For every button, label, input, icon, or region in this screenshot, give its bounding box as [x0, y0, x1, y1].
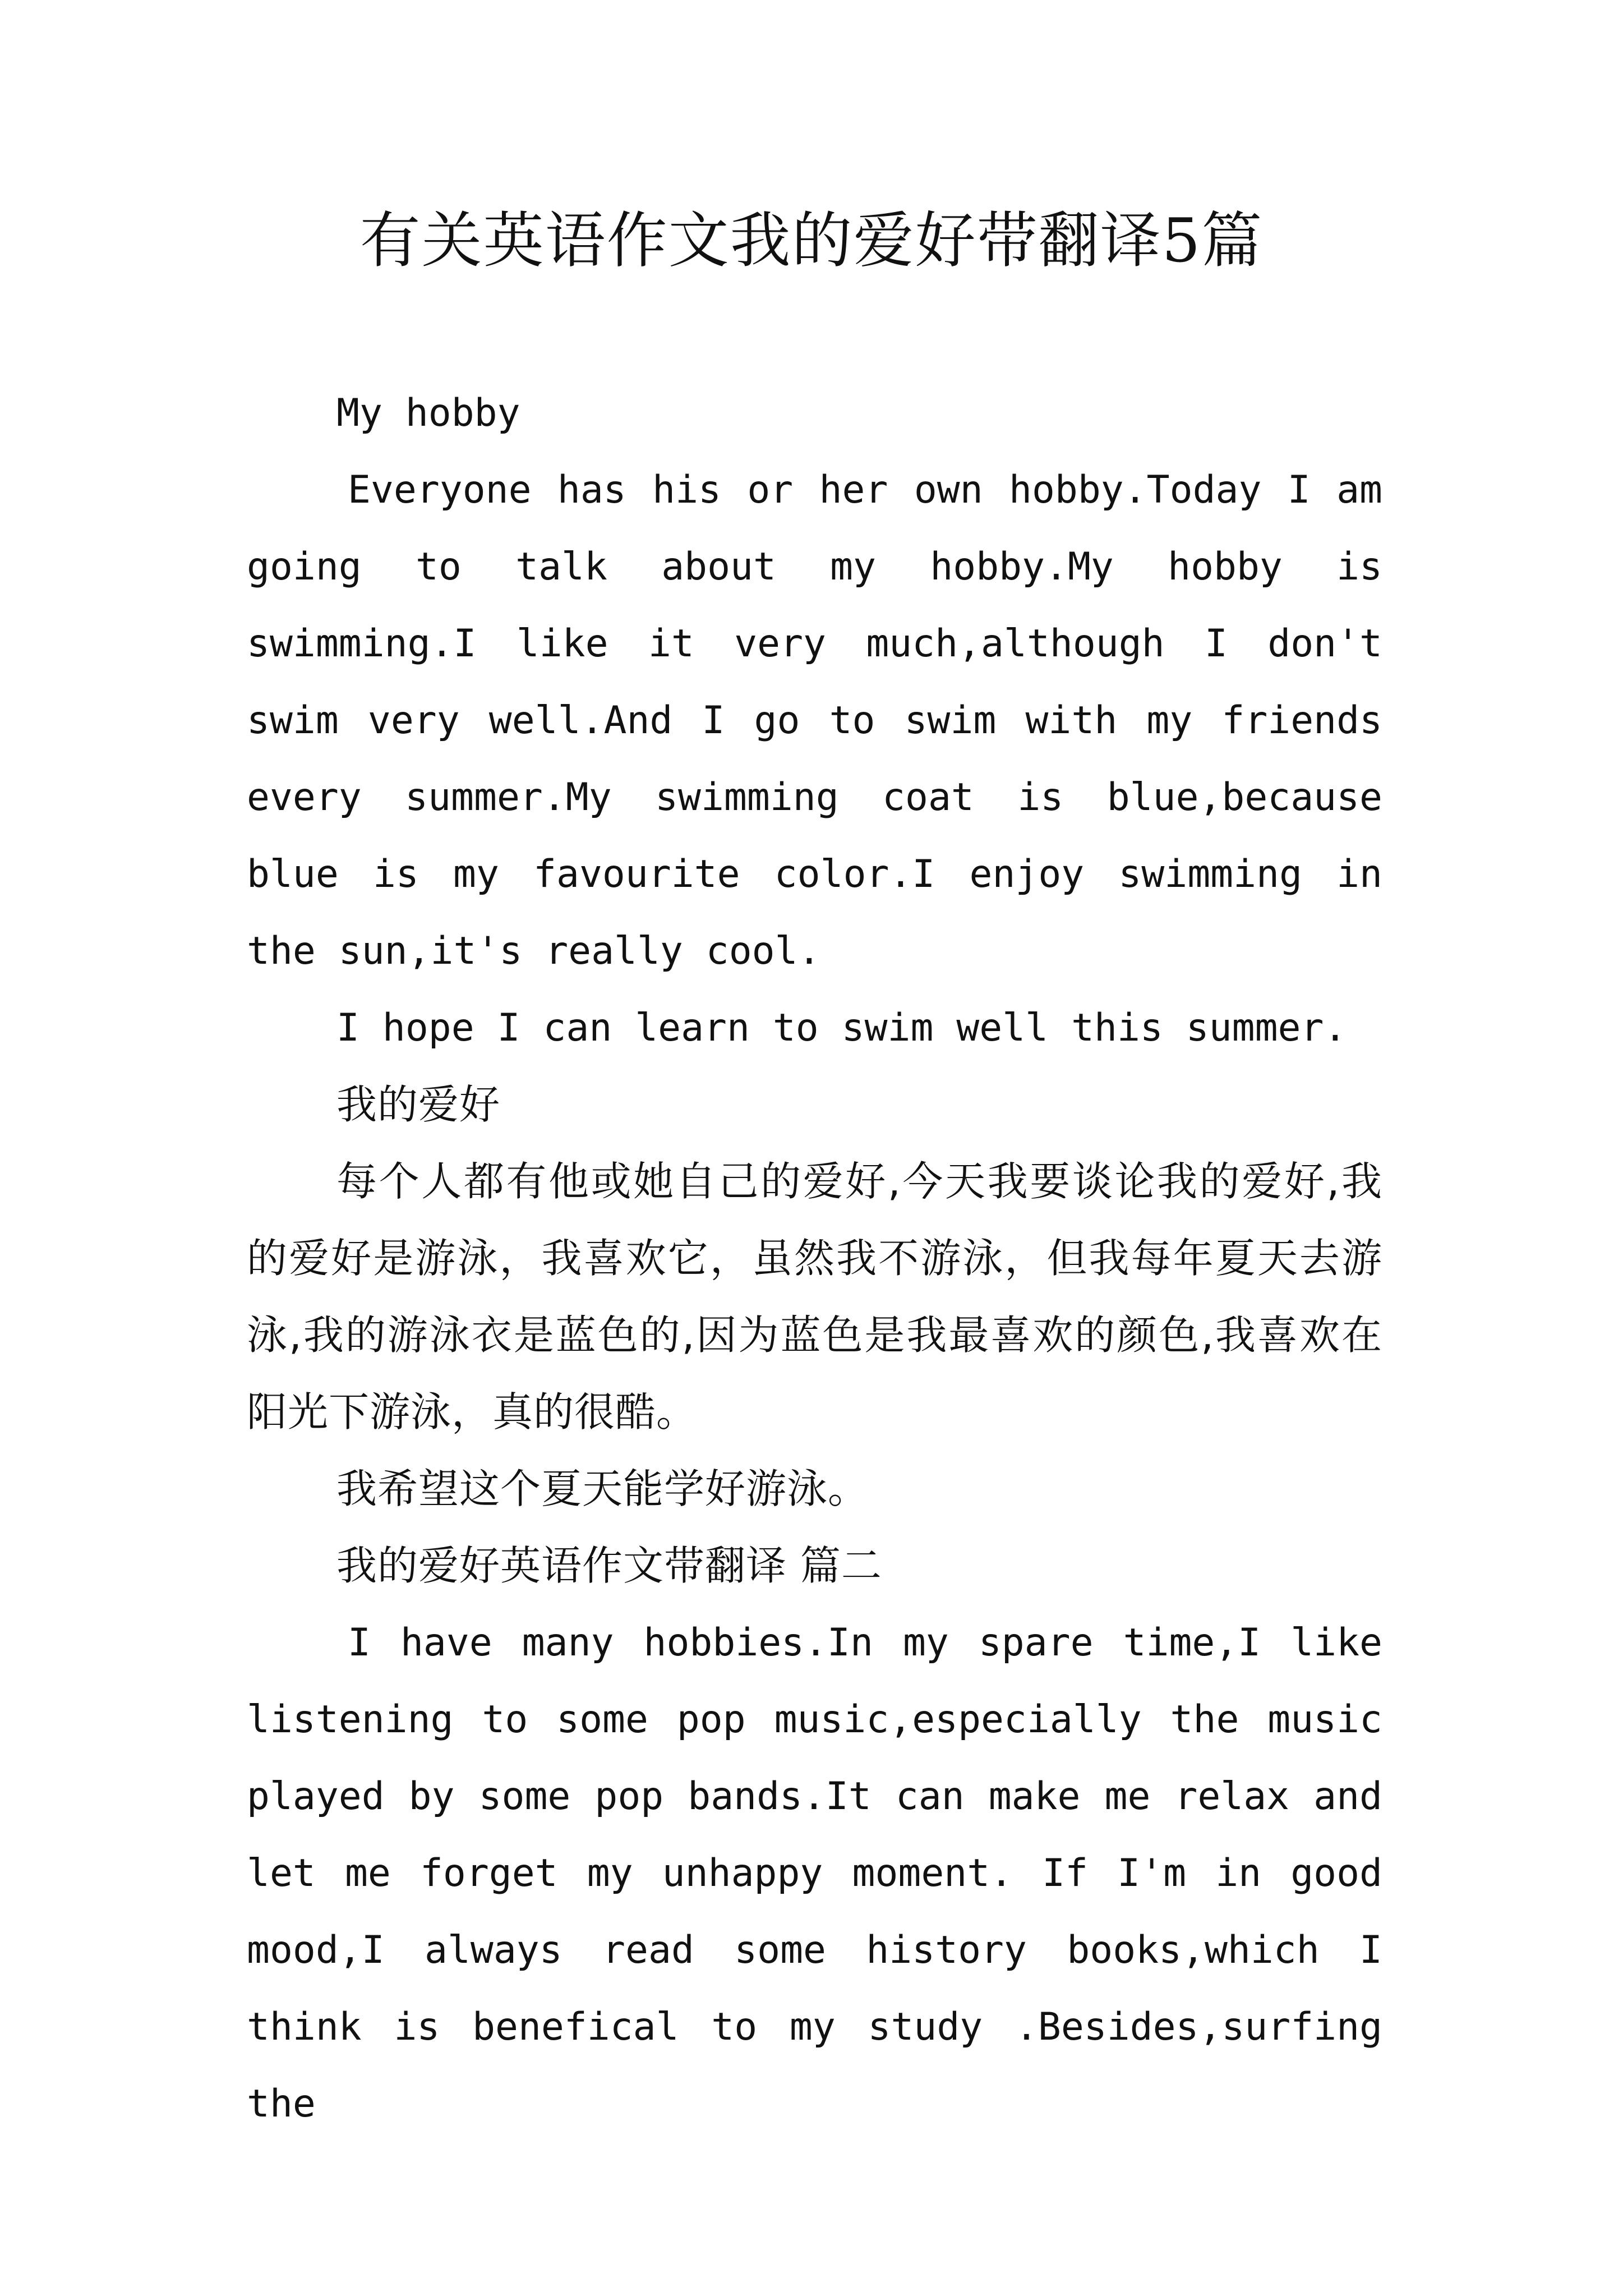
paragraph-chinese-translation: 每个人都有他或她自己的爱好,今天我要谈论我的爱好,我的爱好是游泳，我喜欢它，虽然我不游泳，但我每年夏天去游泳,我的游泳衣是蓝色的,因为蓝色是我最喜欢的颜色,我喜欢在阳光下游泳，真的很酷。 — [247, 1158, 1382, 1435]
paragraph-english-closing: I hope I can learn to swim well this summer. — [336, 1006, 1347, 1050]
paragraph-english-essay-1: Everyone has his or her own hobby.Today I am going to talk about my hobby.My hobby is swimming.I like it very much,although I don't swim very well.And I go to swim with my friends every summer.My swimming coat is blue,because blue is my favourite color.I enjoy swimming in the sun,it's really cool. — [247, 468, 1382, 973]
paragraph-chinese-closing: 我希望这个夏天能学好游泳。 — [336, 1465, 869, 1512]
paragraph-heading-chinese: 我的爱好 — [336, 1081, 501, 1128]
document-body — [247, 375, 1382, 2142]
document-title: 有关英语作文我的爱好带翻译5篇 — [359, 206, 1264, 276]
section-heading-part-two: 我的爱好英语作文带翻译 篇二 — [336, 1542, 882, 1589]
paragraph-heading-my-hobby: My hobby — [336, 391, 520, 435]
paragraph-english-essay-2: I have many hobbies.In my spare time,I like listening to some pop music,especially the music played by some pop bands.It can make me relax and let me forget my unhappy moment. If I'm in good mood,I always read some history books,which I think is benefical to my study .Besides,surfing the — [247, 1621, 1382, 2126]
